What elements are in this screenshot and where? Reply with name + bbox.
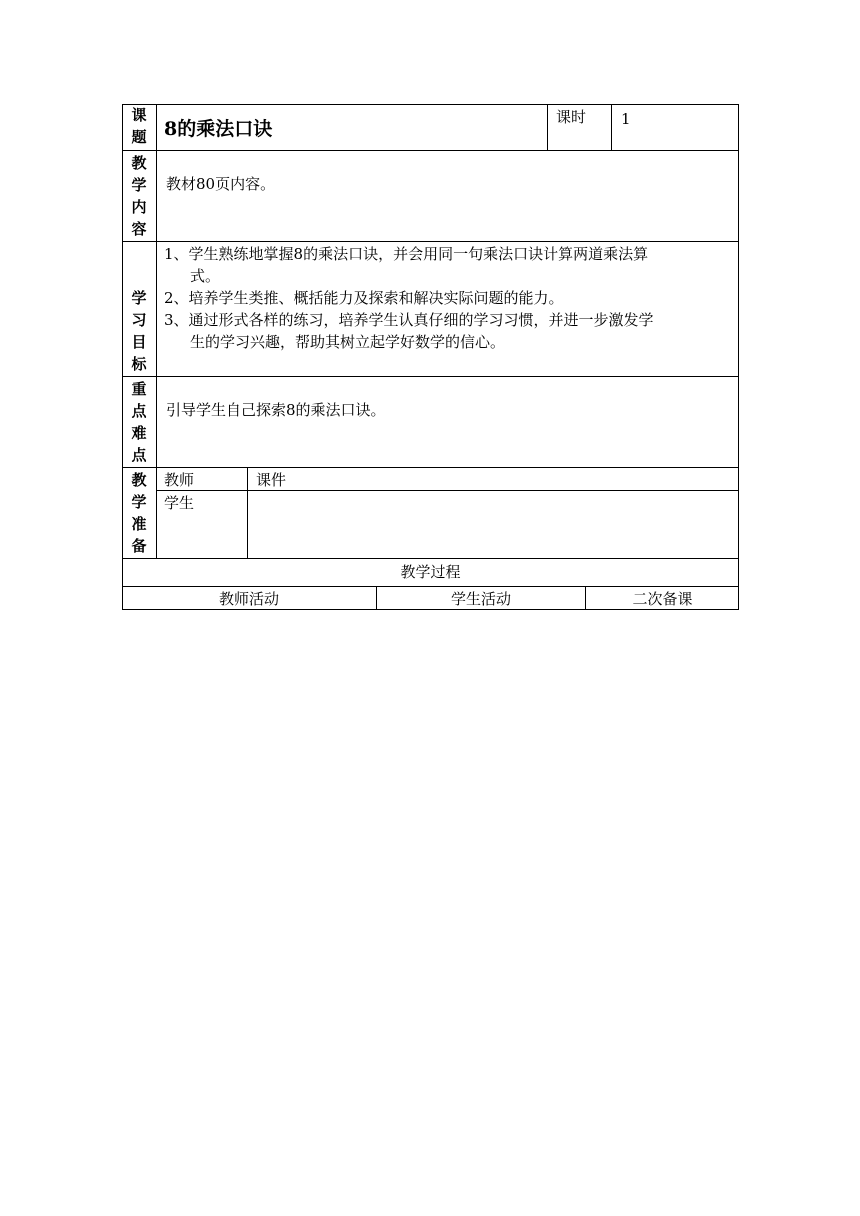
preparation-label: 教学准备 [131,471,147,555]
row-divider [122,241,739,242]
objective-line: 1、学生熟练地掌握8的乘法口诀，并会用同一句乘法口诀计算两道乘法算 [164,245,649,263]
column-divider [547,104,548,151]
objective-line: 式。 [190,267,221,285]
objective-line: 3、通过形式各样的练习，培养学生认真仔细的学习习惯，并进一步激发学 [164,311,654,329]
process-header: 教学过程 [400,563,461,581]
objectives-label: 学习目标 [131,289,147,373]
objective-item [164,243,734,287]
column-header-student: 学生活动 [450,590,511,608]
column-divider [156,104,157,559]
key-points-text: 引导学生自己探索8的乘法口诀。 [166,401,386,419]
teacher-label: 教师 [164,471,195,489]
column-divider [611,104,612,151]
teacher-prep: 课件 [256,471,287,489]
period-value: 1 [621,110,631,128]
row-divider [122,376,739,377]
content-label: 教学内容 [131,154,147,238]
row-divider [156,490,739,491]
row-divider [122,150,739,151]
title-label: 课题 [131,106,147,146]
content-text: 教材80页内容。 [166,175,276,193]
objectives-list [164,243,734,353]
row-divider [122,558,739,559]
key-points-label: 重点难点 [131,380,147,464]
student-label: 学生 [164,494,195,512]
lesson-title: 8的乘法口诀 [164,118,273,140]
row-divider [122,586,739,587]
row-divider [122,467,739,468]
column-header-revision: 二次备课 [632,590,693,608]
objective-line: 2、培养学生类推、概括能力及探索和解决实际问题的能力。 [164,289,564,307]
column-header-teacher: 教师活动 [218,590,279,608]
objective-item [164,309,734,353]
objective-line: 生的学习兴趣，帮助其树立起学好数学的信心。 [190,333,506,351]
objective-item [164,287,734,309]
period-label: 课时 [556,108,587,126]
column-divider [247,467,248,559]
